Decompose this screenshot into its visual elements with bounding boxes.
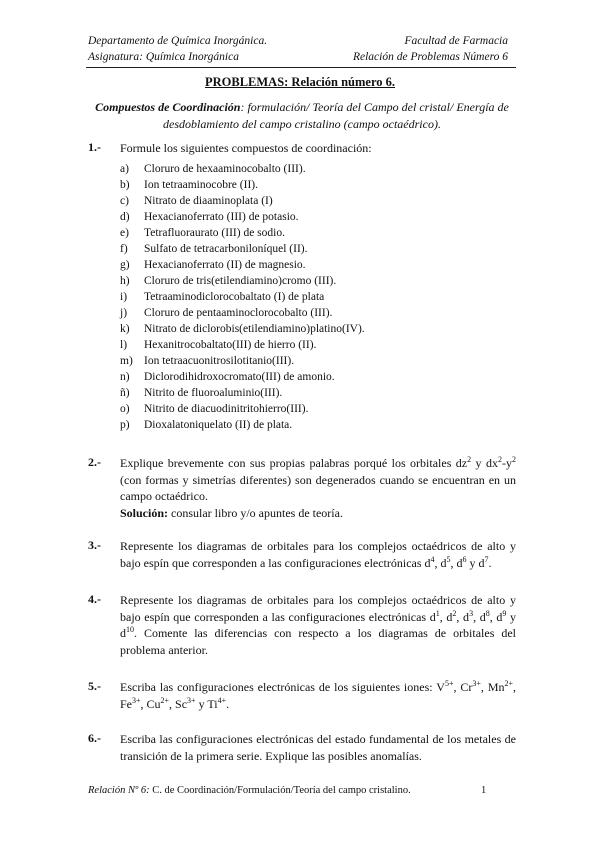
list-item-label: p) (120, 419, 130, 431)
list-item-text: Tetraaminodiclorocobaltato (I) de plata (144, 291, 325, 303)
p5-sup-e: 2+ (160, 695, 170, 705)
list-item (120, 385, 365, 401)
p5-sup-g: 4+ (217, 695, 227, 705)
p3-text-a: Represente los diagramas de orbitales para los complejos octaédricos de alto y bajo espín que corresponden a las configuraciones electrónicas d (120, 539, 516, 570)
p5-text-c: , Mn (480, 680, 505, 694)
subtitle-topic: Compuestos de Coordinación (95, 100, 241, 114)
p5-text-a: Escriba las configuraciones electrónicas de los siguientes iones: V (120, 680, 445, 694)
header-divider (86, 67, 516, 68)
list-item-text: Sulfato de tetracarboniloníquel (II). (144, 243, 308, 255)
page-number: 1 (481, 785, 487, 796)
list-item-text: Cloruro de tris(etilendiamino)cromo (III). (144, 275, 337, 287)
problem-5-number: 5.- (88, 679, 101, 693)
p4-sup-c: 3 (469, 608, 474, 618)
list-item (120, 417, 365, 433)
list-item (120, 161, 365, 177)
list-item-text: Nitrato de diclorobis(etilendiamino)platino(IV). (144, 323, 365, 335)
problem-1-number: 1.- (88, 140, 101, 154)
header-sheet: Relación de Problemas Número 6 (352, 51, 508, 63)
list-item-text: Hexacianoferrato (III) de potasio. (144, 211, 299, 223)
p5-text-e: , Cu (140, 696, 161, 711)
list-item-text: Ion tetraaminocobre (II). (144, 179, 258, 191)
p3-sup-a: 4 (430, 554, 435, 564)
problem-3-text (120, 538, 516, 571)
problem-5-text (120, 679, 516, 712)
list-item-label: o) (120, 403, 130, 415)
list-item-label: e) (120, 227, 129, 239)
problem-3-number: 3.- (88, 538, 101, 552)
list-item-label: i) (120, 291, 128, 303)
list-item-text: Cloruro de hexaaminocobalto (III). (144, 163, 306, 175)
p5-text-d: , Fe (120, 680, 517, 711)
list-item-text: Nitrito de diacuodinitritohierro(III). (144, 403, 309, 415)
list-item-text: Hexacianoferrato (II) de magnesio. (144, 259, 306, 271)
header-subject: Asignatura: Química Inorgánica (88, 51, 239, 63)
p3-text-d: y d (466, 555, 485, 570)
solution-label: Solución: (120, 505, 169, 520)
list-item-text: Tetrafluoraurato (III) de sodio. (144, 227, 285, 239)
problem-1-text: Formule los siguientes compuestos de coordinación: (120, 141, 372, 155)
header-faculty: Facultad de Farmacia (404, 35, 508, 47)
list-item (120, 337, 365, 353)
p2-text-d: (con formas y simetrías diferentes) son degenerados cuando se encuentran en un campo octaédrico. (120, 472, 516, 503)
p2-sup-c: 2 (512, 455, 516, 464)
p4-text-f: y d (120, 609, 517, 640)
p4-sup-b: 2 (452, 608, 457, 618)
problem-6-number: 6.- (88, 731, 101, 745)
list-item-text: Ion tetraacuonitrosilotitanio(III). (144, 355, 295, 367)
list-item-label: ñ) (120, 387, 130, 399)
p5-text-b: , Cr (453, 680, 473, 694)
problem-4-text (120, 592, 516, 658)
list-item-label: g) (120, 259, 130, 271)
p5-text-h: . (226, 696, 230, 711)
page-subtitle (88, 99, 516, 133)
list-item-label: m) (120, 355, 133, 367)
page-title: PROBLEMAS: Relación número 6. (204, 75, 396, 89)
list-item (120, 369, 365, 385)
p5-sup-a: 5+ (444, 679, 454, 688)
p5-sup-f: 3+ (187, 695, 196, 705)
problem-1-list (120, 161, 365, 433)
list-item (120, 273, 365, 289)
p3-text-c: , d (450, 555, 463, 570)
p5-sup-b: 3+ (472, 679, 481, 688)
header-right (353, 33, 508, 65)
list-item-label: d) (120, 211, 130, 223)
p3-text-b: , d (434, 555, 447, 570)
problem-2-text (120, 455, 516, 521)
p2-text-c: -y (502, 456, 512, 470)
p4-sup-f: 10 (126, 625, 134, 634)
list-item-text: Hexanitrocobaltato(III) de hierro (II). (144, 339, 317, 351)
list-item (120, 353, 365, 369)
p2-text-a: Explique brevemente con sus propias palabras porqué los orbitales dz (120, 456, 468, 470)
solution-text: consular libro y/o apuntes de teoría. (168, 505, 343, 520)
subtitle-line2: desdoblamiento del campo cristalino (campo octaédrico). (163, 117, 441, 131)
p5-sup-d: 3+ (132, 695, 141, 705)
list-item-label: h) (120, 275, 130, 287)
p2-sup-b: 2 (498, 455, 502, 464)
list-item (120, 209, 365, 225)
p4-text-a: Represente los diagramas de orbitales para los complejos octaédricos de alto y bajo espín que corresponden a las configuraciones electrónicas d (120, 593, 516, 624)
p4-sup-a: 1 (435, 608, 440, 618)
subtitle-rest: : formulación/ Teoría del Campo del cristal/ Energía de (240, 100, 509, 114)
p3-text-e: . (488, 555, 492, 570)
p4-sup-e: 9 (502, 608, 507, 618)
p5-text-g: y Ti (195, 696, 218, 711)
p3-sup-b: 5 (446, 554, 451, 564)
problem-6-text: Escriba las configuraciones electrónicas del estado fundamental de los metales de transición de la primera serie. Explique las posibles anomalías. (120, 732, 516, 763)
list-item-label: b) (120, 179, 130, 191)
p2-sup-a: 2 (467, 455, 472, 464)
p4-text-b: , d (439, 609, 453, 624)
problem-2-number: 2.- (88, 455, 101, 469)
list-item (120, 289, 365, 305)
p5-sup-c: 2+ (504, 679, 514, 688)
p4-sup-d: 8 (485, 608, 490, 618)
p4-text-c: , d (456, 609, 470, 624)
p3-sup-c: 6 (462, 554, 467, 564)
list-item (120, 321, 365, 337)
list-item-text: Cloruro de pentaaminoclorocobalto (III). (144, 307, 333, 319)
list-item-label: a) (120, 163, 129, 175)
header-department: Departamento de Química Inorgánica. (88, 35, 268, 47)
p4-text-e: , d (489, 609, 503, 624)
list-item-label: j) (120, 307, 128, 319)
header-left (88, 33, 267, 65)
list-item (120, 177, 365, 193)
list-item-text: Dioxalatoniquelato (II) de plata. (144, 419, 293, 431)
list-item-text: Diclorodihidroxocromato(III) de amonio. (144, 371, 335, 383)
footer-text: C. de Coordinación/Formulación/Teoría del campo cristalino. (149, 785, 411, 796)
list-item-text: Nitrato de diaaminoplata (I) (144, 195, 273, 207)
list-item-label: f) (120, 243, 128, 255)
p4-text-g: . Comente las diferencias con respecto a los diagramas de orbitales del problema anterior. (120, 626, 516, 657)
list-item-label: l) (120, 339, 128, 351)
list-item (120, 241, 365, 257)
list-item-text: Nitrito de fluoroaluminio(III). (144, 387, 283, 399)
list-item (120, 305, 365, 321)
footer-label: Relación Nº 6: (88, 785, 150, 796)
list-item-label: c) (120, 195, 129, 207)
list-item (120, 401, 365, 417)
list-item (120, 193, 365, 209)
page-footer (88, 785, 411, 796)
p3-sup-d: 7 (484, 554, 489, 564)
p5-text-f: , Sc (169, 696, 188, 711)
list-item (120, 225, 365, 241)
list-item (120, 257, 365, 273)
problem-4-number: 4.- (88, 592, 101, 606)
p2-text-b: y dx (471, 456, 498, 470)
p4-text-d: , d (473, 609, 486, 624)
list-item-label: n) (120, 371, 130, 383)
list-item-label: k) (120, 323, 130, 335)
